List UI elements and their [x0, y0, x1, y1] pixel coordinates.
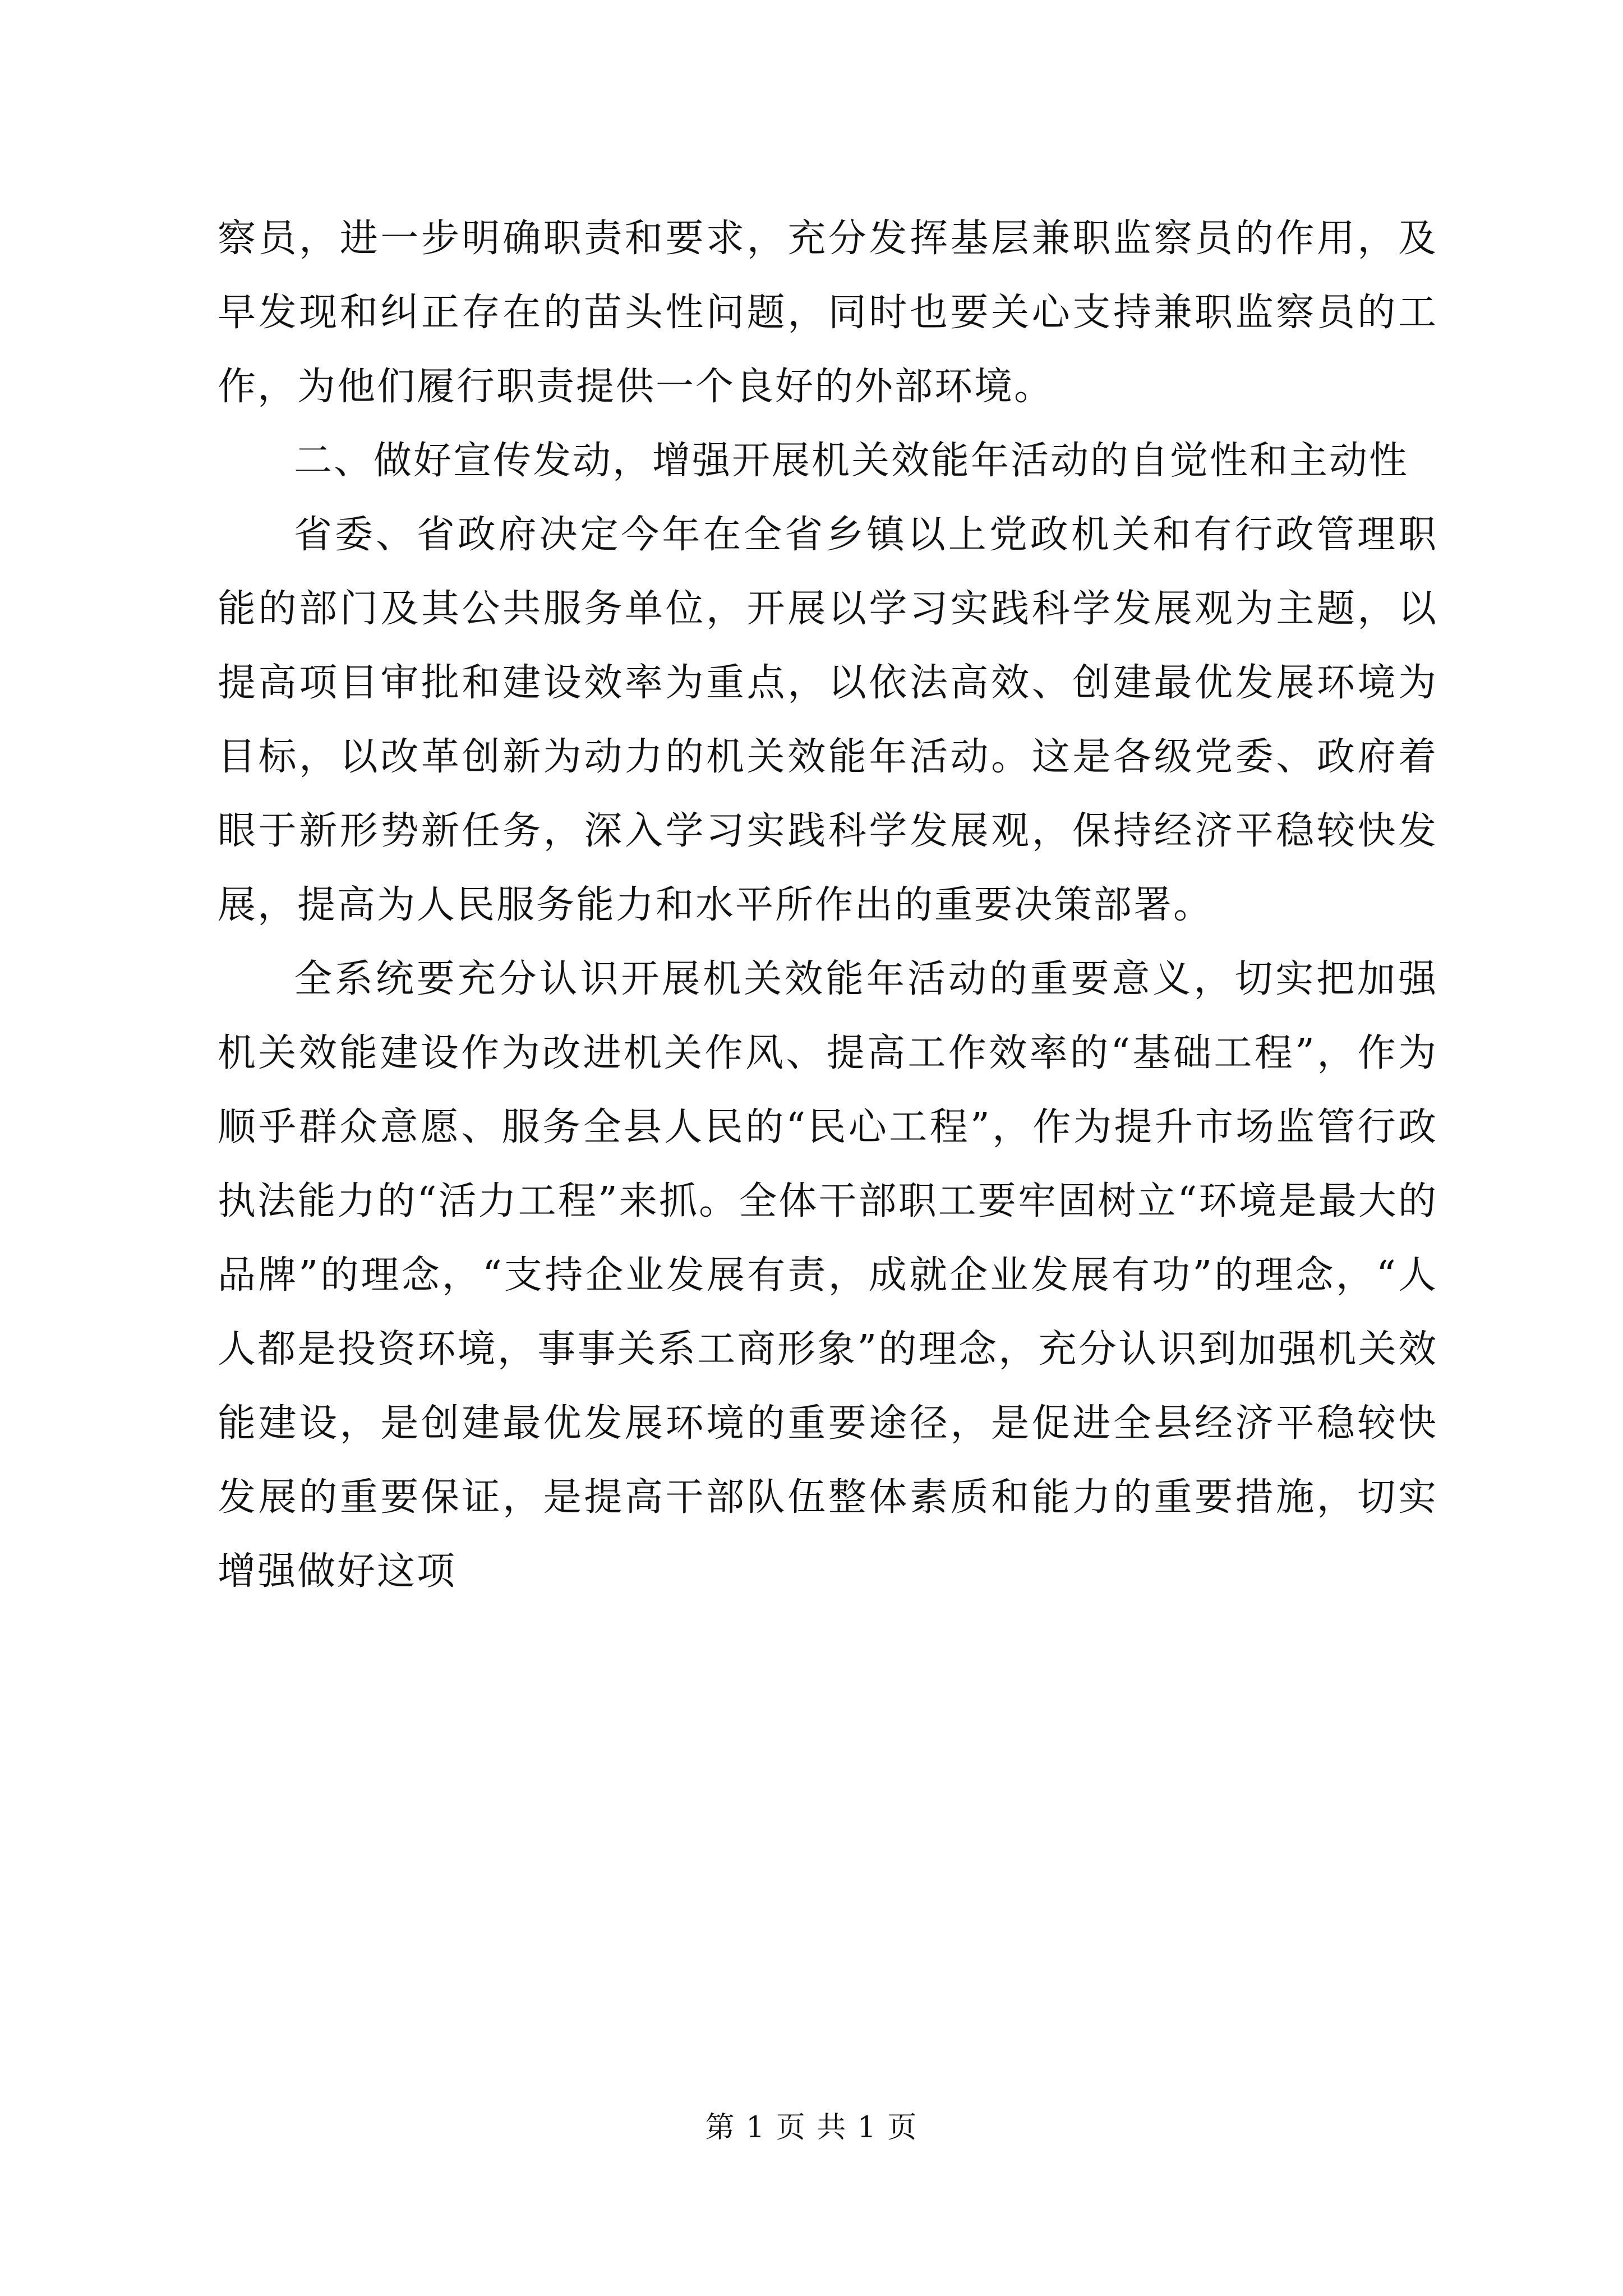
- paragraph-1: 察员，进一步明确职责和要求，充分发挥基层兼职监察员的作用，及早发现和纠正存在的苗头性问题，同时也要关心支持兼职监察员的工作，为他们履行职责提供一个良好的外部环境。: [218, 217, 1438, 409]
- page-footer: [0, 2104, 1623, 2146]
- page-number-label: 第 1 页 共 1 页: [705, 2111, 918, 2145]
- section-heading-2: 二、做好宣传发动，增强开展机关效能年活动的自觉性和主动性: [294, 439, 1409, 483]
- paragraph-4: 全系统要充分认识开展机关效能年活动的重要意义，切实把加强机关效能建设作为改进机关作风、提高工作效率的“基础工程”，作为顺乎群众意愿、服务全县人民的“民心工程”，作为提升市场监管行政执法能力的“活力工程”来抓。全体干部职工要牢固树立“环境是最大的品牌”的理念，“支持企业发展有责，成就企业发展有功”的理念，“人人都是投资环境，事事关系工商形象”的理念，充分认识到加强机关效能建设，是创建最优发展环境的重要途径，是促进全县经济平稳较快发展的重要保证，是提高干部队伍整体素质和能力的重要措施，切实增强做好这项: [218, 957, 1438, 1594]
- paragraph-3: 省委、省政府决定今年在全省乡镇以上党政机关和有行政管理职能的部门及其公共服务单位，开展以学习实践科学发展观为主题，以提高项目审批和建设效率为重点，以依法高效、创建最优发展环境为目标，以改革创新为动力的机关效能年活动。这是各级党委、政府着眼于新形势新任务，深入学习实践科学发展观，保持经济平稳较快发展，提高为人民服务能力和水平所作出的重要决策部署。: [218, 513, 1438, 927]
- document-body: [218, 202, 1438, 1609]
